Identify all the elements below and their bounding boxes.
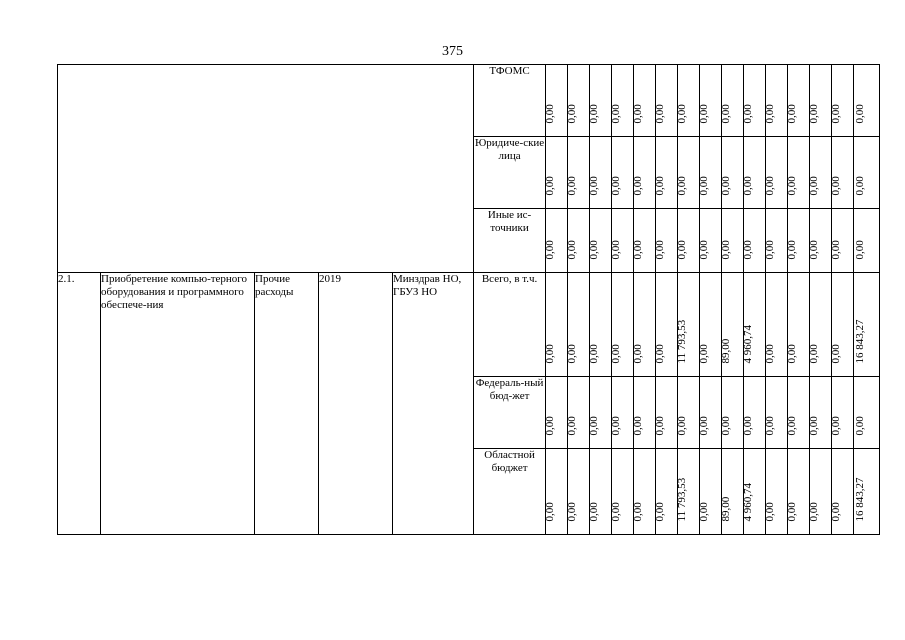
value-text: 0,00	[785, 344, 798, 364]
value-cell	[807, 137, 832, 209]
value-text: 0,00	[785, 416, 798, 436]
value-cell	[543, 377, 568, 449]
value-text: 0,00	[829, 240, 842, 260]
value-cell	[565, 377, 590, 449]
value-cell	[653, 209, 678, 273]
value-cell	[631, 449, 656, 535]
value-text: 0,00	[631, 104, 644, 124]
item-name-cell: Приобретение компью-терного оборудования и программного обеспече-ния	[101, 273, 255, 535]
value-cell	[631, 273, 656, 377]
value-cell	[609, 137, 634, 209]
source-cell: Юридиче-ские лица	[474, 137, 546, 209]
value-cell	[653, 65, 678, 137]
value-text: 0,00	[719, 416, 732, 436]
value-text: 0,00	[565, 344, 578, 364]
value-text: 0,00	[741, 104, 754, 124]
value-text: 0,00	[565, 176, 578, 196]
value-cell	[565, 209, 590, 273]
value-text: 0,00	[829, 344, 842, 364]
value-text: 0,00	[675, 176, 688, 196]
value-cell	[854, 273, 880, 377]
value-cell	[719, 137, 744, 209]
value-text: 0,00	[631, 176, 644, 196]
value-cell	[807, 449, 832, 535]
budget-table	[57, 64, 880, 535]
value-cell	[741, 449, 766, 535]
value-text: 0,00	[741, 240, 754, 260]
value-cell	[763, 449, 788, 535]
value-text: 0,00	[565, 104, 578, 124]
value-cell	[741, 209, 766, 273]
value-cell	[785, 137, 810, 209]
value-text: 0,00	[807, 502, 820, 522]
value-text: 0,00	[631, 344, 644, 364]
value-text: 0,00	[587, 176, 600, 196]
value-cell	[587, 137, 612, 209]
value-cell	[587, 449, 612, 535]
page-number: 375	[442, 44, 463, 59]
value-text: 0,00	[565, 416, 578, 436]
value-cell	[697, 209, 722, 273]
value-cell	[631, 209, 656, 273]
value-text: 0,00	[675, 416, 688, 436]
value-text: 0,00	[853, 416, 866, 436]
value-cell	[829, 65, 854, 137]
value-text: 0,00	[741, 416, 754, 436]
empty-merged-cell	[58, 65, 474, 273]
value-cell	[609, 377, 634, 449]
value-cell	[719, 273, 744, 377]
value-text: 0,00	[609, 344, 622, 364]
value-cell	[631, 137, 656, 209]
source-cell: Всего, в т.ч.	[474, 273, 546, 377]
value-text: 16 843,27	[853, 477, 866, 522]
value-text: 0,00	[763, 416, 776, 436]
value-cell	[565, 273, 590, 377]
value-text: 0,00	[543, 240, 556, 260]
item-number-cell: 2.1.	[58, 273, 101, 535]
value-text: 89,00	[719, 338, 732, 364]
value-cell	[807, 65, 832, 137]
value-text: 0,00	[785, 240, 798, 260]
value-text: 0,00	[829, 176, 842, 196]
value-cell	[763, 209, 788, 273]
value-text: 11 793,53	[675, 477, 688, 522]
value-text: 0,00	[829, 502, 842, 522]
value-cell	[543, 273, 568, 377]
value-cell	[675, 209, 700, 273]
value-text: 0,00	[741, 176, 754, 196]
source-cell: ТФОМС	[474, 65, 546, 137]
value-text: 0,00	[697, 344, 710, 364]
value-text: 0,00	[609, 240, 622, 260]
value-text: 0,00	[763, 502, 776, 522]
value-text: 0,00	[609, 104, 622, 124]
value-cell	[653, 273, 678, 377]
value-cell	[565, 65, 590, 137]
value-text: 0,00	[587, 240, 600, 260]
value-cell	[587, 65, 612, 137]
source-cell: Иные ис-точники	[474, 209, 546, 273]
value-cell	[719, 65, 744, 137]
value-cell	[675, 273, 700, 377]
value-cell	[854, 377, 880, 449]
value-cell	[854, 137, 880, 209]
value-text: 0,00	[785, 104, 798, 124]
value-text: 0,00	[807, 104, 820, 124]
value-cell	[763, 273, 788, 377]
value-text: 0,00	[609, 176, 622, 196]
value-text: 0,00	[653, 344, 666, 364]
value-cell	[829, 273, 854, 377]
value-text: 0,00	[785, 176, 798, 196]
value-text: 0,00	[697, 176, 710, 196]
value-cell	[829, 449, 854, 535]
value-text: 0,00	[853, 240, 866, 260]
value-text: 0,00	[763, 344, 776, 364]
value-text: 0,00	[587, 416, 600, 436]
value-cell	[785, 209, 810, 273]
value-text: 0,00	[653, 416, 666, 436]
value-text: 0,00	[543, 176, 556, 196]
value-cell	[697, 377, 722, 449]
value-text: 0,00	[763, 240, 776, 260]
source-cell: Областной бюджет	[474, 449, 546, 535]
value-text: 0,00	[807, 344, 820, 364]
value-cell	[543, 137, 568, 209]
value-text: 89,00	[719, 496, 732, 522]
value-cell	[785, 449, 810, 535]
value-text: 4 960,74	[741, 483, 754, 522]
value-text: 0,00	[631, 502, 644, 522]
value-cell	[631, 377, 656, 449]
value-text: 0,00	[609, 502, 622, 522]
table-row	[58, 273, 880, 377]
value-text: 0,00	[763, 176, 776, 196]
value-cell	[697, 65, 722, 137]
value-text: 0,00	[543, 502, 556, 522]
value-cell	[675, 137, 700, 209]
value-cell	[609, 65, 634, 137]
value-text: 0,00	[853, 176, 866, 196]
value-text: 11 793,53	[675, 319, 688, 364]
value-cell	[807, 273, 832, 377]
value-text: 0,00	[653, 240, 666, 260]
value-cell	[719, 209, 744, 273]
value-cell	[807, 377, 832, 449]
value-text: 0,00	[697, 240, 710, 260]
value-cell	[587, 209, 612, 273]
expense-type-cell: Прочие расходы	[255, 273, 319, 535]
value-text: 0,00	[543, 104, 556, 124]
value-text: 0,00	[653, 176, 666, 196]
value-cell	[543, 65, 568, 137]
value-text: 0,00	[829, 104, 842, 124]
value-text: 0,00	[719, 240, 732, 260]
value-text: 0,00	[675, 240, 688, 260]
value-text: 0,00	[697, 502, 710, 522]
value-cell	[763, 65, 788, 137]
value-text: 4 960,74	[741, 325, 754, 364]
value-cell	[829, 377, 854, 449]
value-cell	[741, 273, 766, 377]
value-cell	[763, 377, 788, 449]
value-text: 0,00	[829, 416, 842, 436]
value-cell	[854, 209, 880, 273]
value-text: 0,00	[565, 502, 578, 522]
value-text: 0,00	[675, 104, 688, 124]
value-text: 16 843,27	[853, 319, 866, 364]
value-cell	[587, 273, 612, 377]
value-cell	[565, 449, 590, 535]
value-cell	[653, 137, 678, 209]
value-cell	[697, 273, 722, 377]
value-text: 0,00	[785, 502, 798, 522]
table-body	[58, 65, 880, 535]
value-cell	[653, 449, 678, 535]
value-text: 0,00	[697, 416, 710, 436]
value-cell	[741, 377, 766, 449]
value-text: 0,00	[807, 240, 820, 260]
value-cell	[854, 65, 880, 137]
value-cell	[785, 377, 810, 449]
value-text: 0,00	[719, 176, 732, 196]
source-cell: Федераль-ный бюд-жет	[474, 377, 546, 449]
value-cell	[675, 65, 700, 137]
value-text: 0,00	[697, 104, 710, 124]
value-text: 0,00	[631, 240, 644, 260]
value-cell	[609, 273, 634, 377]
value-text: 0,00	[587, 502, 600, 522]
value-cell	[829, 137, 854, 209]
value-text: 0,00	[853, 104, 866, 124]
value-cell	[697, 449, 722, 535]
value-cell	[741, 65, 766, 137]
value-cell	[697, 137, 722, 209]
value-text: 0,00	[763, 104, 776, 124]
value-text: 0,00	[543, 344, 556, 364]
value-text: 0,00	[587, 104, 600, 124]
value-text: 0,00	[807, 416, 820, 436]
value-text: 0,00	[807, 176, 820, 196]
value-cell	[785, 65, 810, 137]
value-cell	[543, 449, 568, 535]
value-text: 0,00	[719, 104, 732, 124]
value-text: 0,00	[587, 344, 600, 364]
executor-cell: Минздрав НО, ГБУЗ НО	[393, 273, 474, 535]
value-text: 0,00	[609, 416, 622, 436]
value-cell	[587, 377, 612, 449]
value-cell	[807, 209, 832, 273]
value-cell	[829, 209, 854, 273]
value-cell	[543, 209, 568, 273]
value-cell	[675, 377, 700, 449]
value-cell	[854, 449, 880, 535]
value-cell	[675, 449, 700, 535]
value-cell	[741, 137, 766, 209]
value-cell	[785, 273, 810, 377]
value-cell	[653, 377, 678, 449]
value-cell	[565, 137, 590, 209]
value-cell	[719, 377, 744, 449]
value-cell	[609, 209, 634, 273]
value-text: 0,00	[543, 416, 556, 436]
table-row	[58, 65, 880, 137]
value-cell	[719, 449, 744, 535]
value-cell	[763, 137, 788, 209]
value-text: 0,00	[631, 416, 644, 436]
value-cell	[609, 449, 634, 535]
year-cell: 2019	[319, 273, 393, 535]
value-cell	[631, 65, 656, 137]
value-text: 0,00	[653, 104, 666, 124]
value-text: 0,00	[565, 240, 578, 260]
value-text: 0,00	[653, 502, 666, 522]
